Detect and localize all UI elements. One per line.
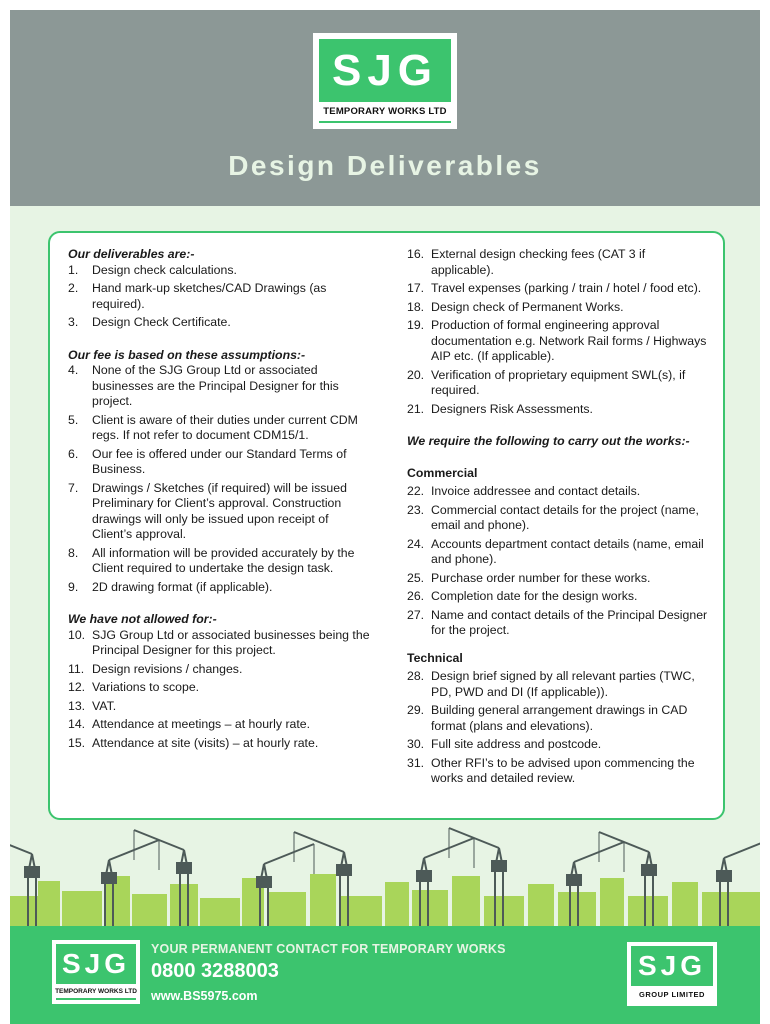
list-item-text: Design check calculations. xyxy=(92,262,237,277)
exclusions-list-continued xyxy=(407,247,709,417)
list-item-text: Attendance at meetings – at hourly rate. xyxy=(92,717,311,731)
list-item-text: All information will be provided accurately by the Client required to undertake the design task. xyxy=(92,545,355,575)
list-item xyxy=(407,318,709,365)
list-item-text: Hand mark-up sketches/CAD Drawings (as required). xyxy=(92,281,327,311)
logo-subtitle: TEMPORARY WORKS LTD xyxy=(323,106,447,117)
list-item-text: Full site address and postcode. xyxy=(431,737,602,751)
list-item-number: 10. xyxy=(68,627,86,642)
list-item xyxy=(68,717,370,733)
list-item xyxy=(407,368,709,399)
list-item-text: Completion date for the design works. xyxy=(431,589,638,603)
skyline-building xyxy=(412,890,448,926)
list-item-text: Other RFI’s to be advised upon commencing the works and detailed review. xyxy=(431,755,695,785)
list-item xyxy=(68,315,370,331)
list-item-number: 14. xyxy=(68,717,86,731)
list-item-text: Name and contact details of the Principal Designer for the project. xyxy=(431,607,708,637)
left-column xyxy=(68,247,370,754)
list-item xyxy=(407,737,709,753)
list-item xyxy=(407,703,709,734)
list-item xyxy=(68,363,370,410)
skyline-building xyxy=(452,876,480,926)
deliverables-list xyxy=(68,263,370,331)
list-item-text: Drawings / Sketches (if required) will be issued Preliminary for Client’s approval. Construction drawings will only be issued upon receipt of Client’s approval. xyxy=(92,480,347,541)
list-item xyxy=(407,608,709,639)
requirements-heading: We require the following to carry out the works:- xyxy=(407,434,690,448)
list-item xyxy=(68,662,370,678)
list-item xyxy=(407,503,709,534)
list-item-number: 23. xyxy=(407,502,425,517)
list-item xyxy=(407,669,709,700)
list-item-number: 24. xyxy=(407,536,425,551)
list-item-number: 17. xyxy=(407,281,425,295)
list-item-text: Travel expenses (parking / train / hotel / food etc). xyxy=(431,281,702,295)
group-logo-wordmark: SJG xyxy=(631,946,713,986)
list-item xyxy=(407,756,709,787)
list-item-text: Variations to scope. xyxy=(92,680,200,694)
list-item-text: Design revisions / changes. xyxy=(92,661,243,676)
technical-heading: Technical xyxy=(407,650,463,665)
footer-logo-wordmark: SJG xyxy=(56,944,136,984)
skyline-building xyxy=(268,892,306,926)
list-item xyxy=(407,247,709,278)
skyline-building xyxy=(385,882,409,926)
list-item-text: Accounts department contact details (name, email and phone). xyxy=(431,536,704,566)
list-item-number: 29. xyxy=(407,703,425,717)
list-item-text: Design check of Permanent Works. xyxy=(431,299,624,314)
list-item-number: 2. xyxy=(68,281,79,295)
list-item xyxy=(68,680,370,696)
header-band xyxy=(10,10,760,206)
list-item-number: 20. xyxy=(407,367,425,382)
list-item-number: 18. xyxy=(407,299,425,314)
footer-tagline: YOUR PERMANENT CONTACT FOR TEMPORARY WORKS xyxy=(151,942,506,956)
skyline-building xyxy=(310,874,336,926)
list-item xyxy=(407,537,709,568)
list-item xyxy=(68,699,370,715)
list-item-text: SJG Group Ltd or associated businesses being the Principal Designer for this project. xyxy=(92,627,370,657)
list-item-number: 30. xyxy=(407,737,425,751)
list-item-number: 28. xyxy=(407,669,425,683)
content-panel xyxy=(48,231,725,820)
skyline-building xyxy=(600,878,624,926)
footer-logo-subtitle: TEMPORARY WORKS LTD xyxy=(55,988,137,995)
skyline-building xyxy=(38,881,60,926)
list-item-number: 1. xyxy=(68,262,79,277)
skyline-building xyxy=(628,896,668,926)
sjg-temporary-works-logo xyxy=(313,33,457,129)
skyline-building xyxy=(340,896,382,926)
list-item-text: Client is aware of their duties under current CDM regs. If not refer to document CDM15/1. xyxy=(92,412,358,442)
list-item-number: 4. xyxy=(68,363,79,377)
list-item-number: 6. xyxy=(68,446,79,461)
footer-logo-underline xyxy=(56,998,136,1000)
list-item-text: Purchase order number for these works. xyxy=(431,570,651,585)
list-item-number: 19. xyxy=(407,318,425,332)
list-item-number: 3. xyxy=(68,315,79,329)
deliverables-heading: Our deliverables are:- xyxy=(68,247,195,261)
skyline-building xyxy=(132,894,167,926)
technical-list xyxy=(407,669,709,787)
exclusions-heading: We have not allowed for:- xyxy=(68,612,217,626)
logo-underline xyxy=(319,121,451,123)
list-item-text: Design brief signed by all relevant parties (TWC, PD, PWD and DI (If applicable)). xyxy=(431,669,695,699)
assumptions-heading: Our fee is based on these assumptions:- xyxy=(68,347,306,362)
exclusions-list xyxy=(68,628,370,752)
list-item xyxy=(68,447,370,478)
commercial-heading: Commercial xyxy=(407,465,478,480)
footer-band xyxy=(10,926,760,1024)
list-item-text: 2D drawing format (if applicable). xyxy=(92,579,273,594)
skyline-building xyxy=(672,882,698,926)
assumptions-list xyxy=(68,363,370,595)
list-item xyxy=(68,263,370,279)
list-item-text: Attendance at site (visits) – at hourly rate. xyxy=(92,735,319,750)
list-item xyxy=(407,571,709,587)
list-item xyxy=(407,484,709,500)
list-item-text: Our fee is offered under our Standard Terms of Business. xyxy=(92,446,347,476)
list-item-number: 8. xyxy=(68,545,79,560)
footer-phone-number[interactable]: 0800 3288003 xyxy=(151,960,279,982)
list-item xyxy=(68,281,370,312)
crane-skyline-illustration xyxy=(10,826,760,926)
list-item-number: 7. xyxy=(68,480,79,495)
list-item-text: Production of formal engineering approval documentation e.g. Network Rail forms / Highways AIP etc. (If applicable). xyxy=(431,318,707,363)
list-item xyxy=(68,413,370,444)
list-item-number: 26. xyxy=(407,589,425,603)
footer-website-link[interactable]: www.BS5975.com xyxy=(151,989,258,1003)
list-item-number: 11. xyxy=(68,661,85,676)
list-item xyxy=(407,300,709,316)
skyline-building xyxy=(528,884,554,926)
list-item xyxy=(68,481,370,543)
list-item-text: VAT. xyxy=(92,698,117,713)
list-item xyxy=(407,281,709,297)
list-item-number: 21. xyxy=(407,401,425,416)
list-item-number: 5. xyxy=(68,412,79,427)
skyline-building xyxy=(170,884,198,926)
commercial-list xyxy=(407,484,709,639)
skyline-building xyxy=(702,892,760,926)
list-item-number: 27. xyxy=(407,607,425,622)
footer-sjg-logo xyxy=(52,940,140,1004)
skyline-building xyxy=(200,898,240,926)
group-logo-subtitle: GROUP LIMITED xyxy=(639,990,705,999)
list-item-text: Verification of proprietary equipment SWL(s), if required. xyxy=(431,367,686,397)
list-item-text: External design checking fees (CAT 3 if applicable). xyxy=(431,247,646,277)
list-item-number: 15. xyxy=(68,735,86,750)
list-item xyxy=(68,736,370,752)
document-page xyxy=(10,10,760,1024)
list-item-number: 22. xyxy=(407,484,425,498)
list-item-text: Invoice addressee and contact details. xyxy=(431,484,641,498)
list-item xyxy=(68,546,370,577)
list-item-text: Designers Risk Assessments. xyxy=(431,401,593,416)
list-item-number: 12. xyxy=(68,680,86,694)
list-item-text: Building general arrangement drawings in CAD format (plans and elevations). xyxy=(431,703,688,733)
list-item-text: None of the SJG Group Ltd or associated businesses are the Principal Designer for this project. xyxy=(92,363,339,408)
list-item-text: Commercial contact details for the project (name, email and phone). xyxy=(431,502,699,532)
list-item-number: 9. xyxy=(68,579,79,594)
list-item xyxy=(407,402,709,418)
page-title: Design Deliverables xyxy=(228,150,542,181)
right-column xyxy=(407,247,709,790)
list-item xyxy=(68,580,370,596)
list-item-number: 16. xyxy=(407,247,425,261)
list-item-number: 13. xyxy=(68,698,86,713)
list-item-text: Design Check Certificate. xyxy=(92,315,231,329)
sjg-group-logo xyxy=(627,942,717,1006)
skyline-building xyxy=(62,891,102,926)
list-item xyxy=(68,628,370,659)
list-item-number: 31. xyxy=(407,755,425,770)
list-item xyxy=(407,589,709,605)
list-item-number: 25. xyxy=(407,570,425,585)
logo-wordmark: SJG xyxy=(319,39,451,102)
